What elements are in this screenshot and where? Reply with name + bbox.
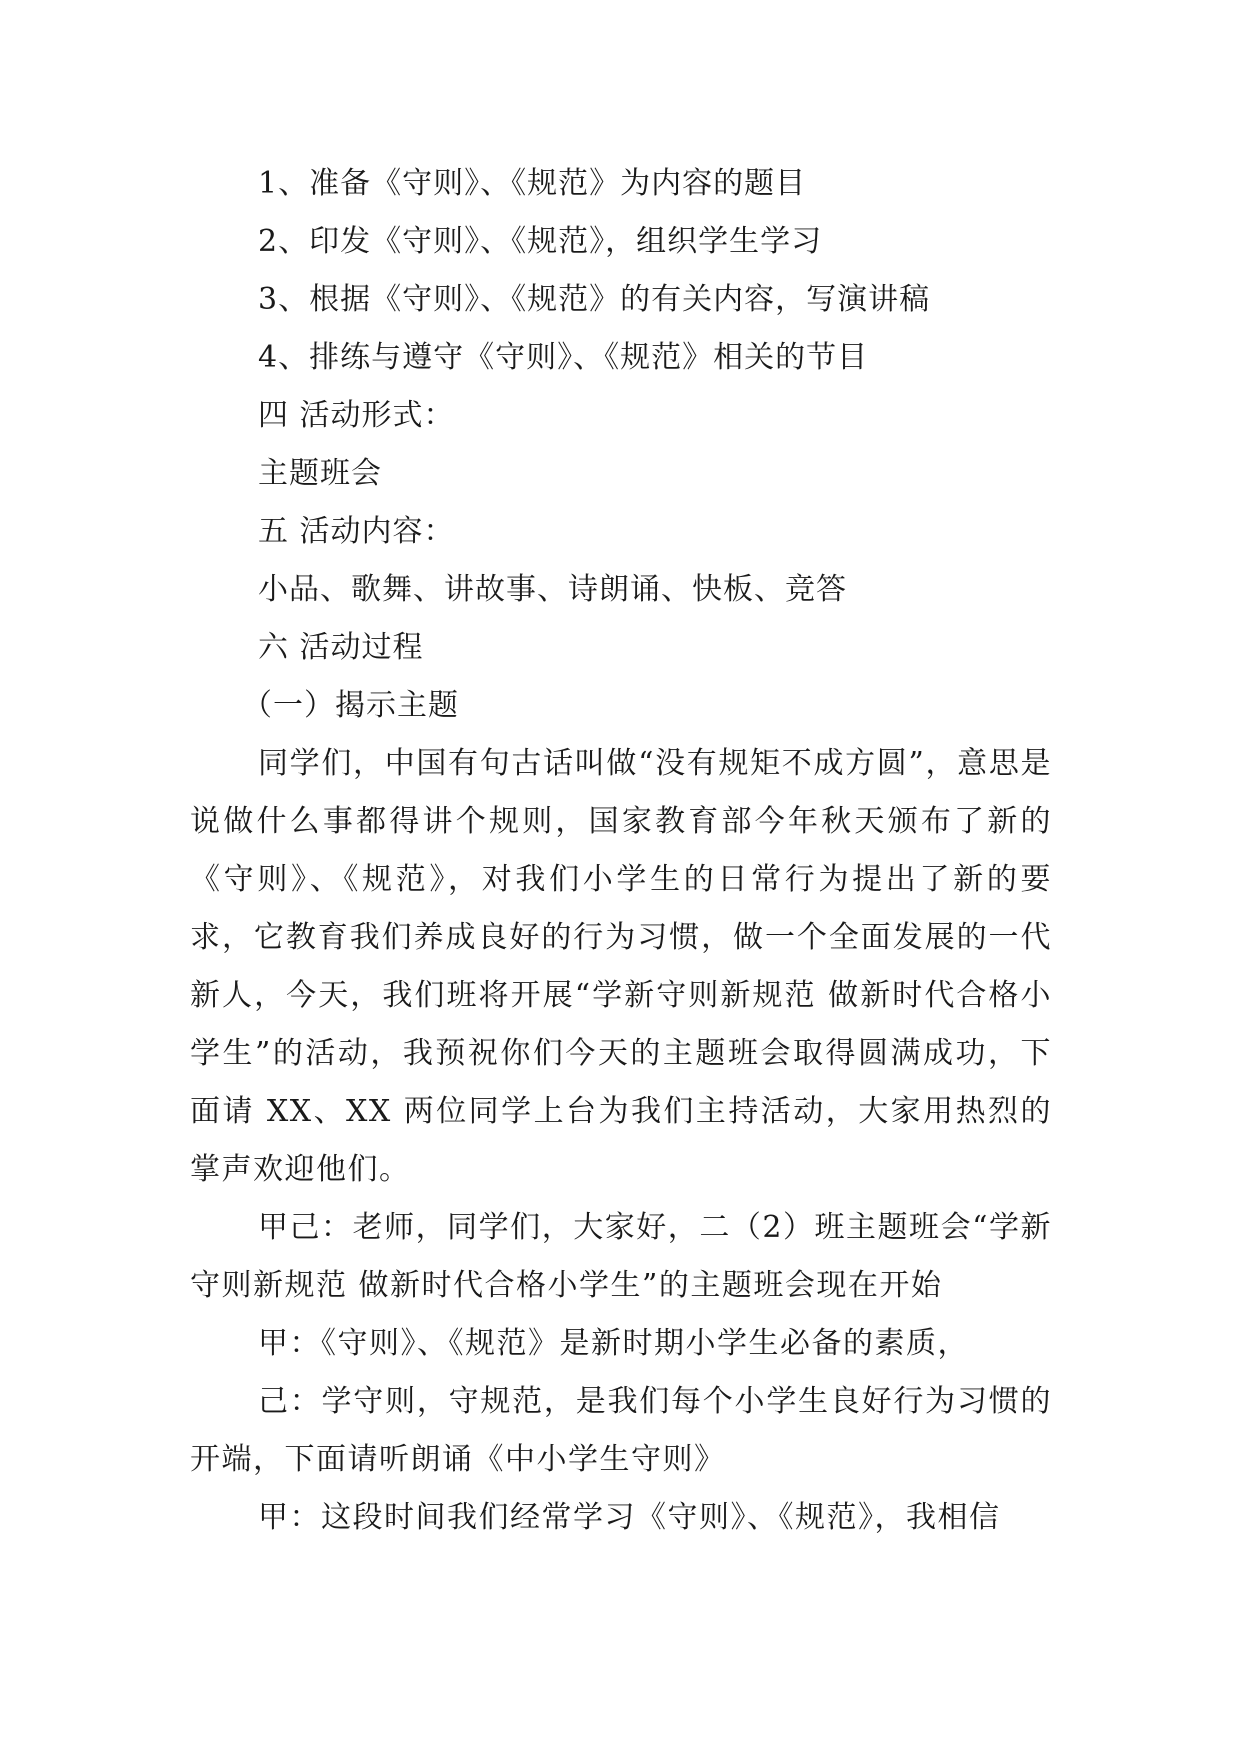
- prep-item-1: 1、准备《守则》、《规范》为内容的题目: [258, 166, 807, 201]
- paragraph-intro: 同学们，中国有句古话叫做“没有规矩不成方圆”，意思是说做什么事都得讲个规则，国家教育部今年秋天颁布了新的《守则》、《规范》，对我们小学生的日常行为提出了新的要求，它教育我们养成良好的行为习惯，做一个全面发展的一代新人，今天，我们班将开展“学新守则新规范 做新时代合格小学生”的活动，我预祝你们今天的主题班会取得圆满成功，下面请 XX、XX 两位同学上台为我们主持活动，大家用热烈的掌声欢迎他们。: [190, 746, 1052, 1187]
- subsection-heading-theme: （一）揭示主题: [242, 688, 459, 723]
- section-heading-activity-content: 五 活动内容：: [258, 514, 455, 549]
- prep-item-2: 2、印发《守则》、《规范》，组织学生学习: [258, 224, 823, 259]
- paragraph-host-a-2: 甲：这段时间我们经常学习《守则》、《规范》，我相信: [258, 1500, 1001, 1535]
- paragraph-host-opening: 甲己：老师，同学们，大家好，二（2）班主题班会“学新守则新规范 做新时代合格小学生”的主题班会现在开始: [190, 1210, 1052, 1303]
- prep-item-4: 4、排练与遵守《守则》、《规范》相关的节目: [258, 340, 869, 375]
- activity-form-text: 主题班会: [258, 456, 382, 491]
- paragraph-host-a: 甲：《守则》、《规范》是新时期小学生必备的素质，: [258, 1326, 969, 1361]
- paragraph-host-b: 己：学守则，守规范，是我们每个小学生良好行为习惯的开端，下面请听朗诵《中小学生守则》: [190, 1384, 1052, 1477]
- document-body: [190, 155, 1052, 1547]
- section-heading-activity-form: 四 活动形式：: [258, 398, 455, 433]
- prep-item-3: 3、根据《守则》、《规范》的有关内容，写演讲稿: [258, 282, 931, 317]
- activity-content-text: 小品、歌舞、讲故事、诗朗诵、快板、竞答: [258, 572, 847, 607]
- section-heading-activity-process: 六 活动过程: [258, 630, 424, 665]
